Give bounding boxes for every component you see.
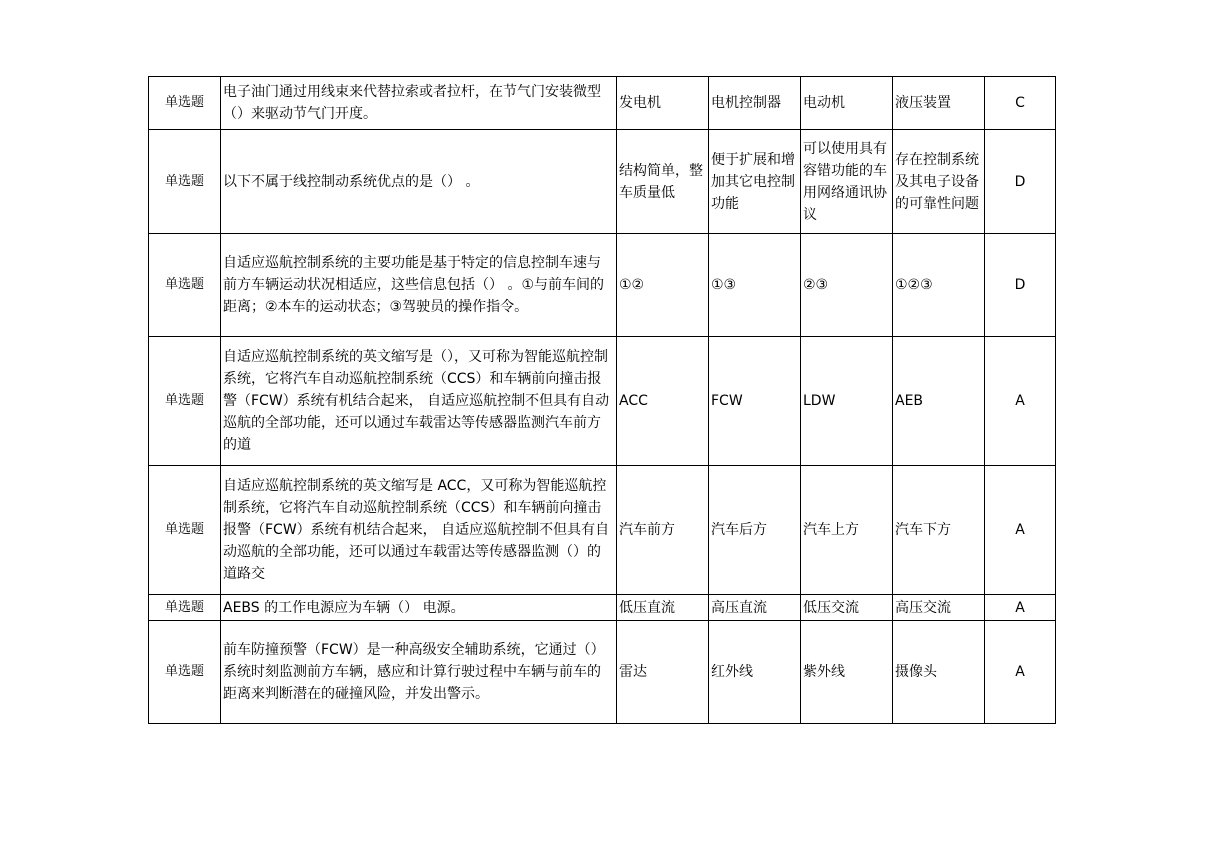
option-a: 汽车前方 [617, 466, 709, 595]
option-c: 汽车上方 [801, 466, 893, 595]
option-a: 发电机 [617, 77, 709, 130]
question-table [148, 76, 1056, 724]
option-d: AEB [893, 337, 985, 466]
question-text: 前车防撞预警（FCW）是一种高级安全辅助系统，它通过（）系统时刻监测前方车辆，感应和计算行驶过程中车辆与前车的距离来判断潜在的碰撞风险，并发出警示。 [221, 621, 617, 724]
option-d: 高压交流 [893, 595, 985, 621]
question-text: 自适应巡航控制系统的主要功能是基于特定的信息控制车速与前方车辆运动状况相适应，这些信息包括（） 。①与前车间的距离；②本车的运动状态；③驾驶员的操作指令。 [221, 234, 617, 337]
option-a: 低压直流 [617, 595, 709, 621]
question-type: 单选题 [149, 337, 221, 466]
option-d: 液压装置 [893, 77, 985, 130]
answer: D [985, 234, 1056, 337]
option-c: 低压交流 [801, 595, 893, 621]
answer: A [985, 337, 1056, 466]
option-a: ACC [617, 337, 709, 466]
question-text: 电子油门通过用线束来代替拉索或者拉杆，在节气门安装微型（）来驱动节气门开度。 [221, 77, 617, 130]
question-text: 自适应巡航控制系统的英文缩写是（），又可称为智能巡航控制系统，它将汽车自动巡航控制系统（CCS）和车辆前向撞击报警（FCW）系统有机结合起来， 自适应巡航控制不但具有自动巡航的全部功能，还可以通过车载雷达等传感器监测汽车前方的道 [221, 337, 617, 466]
table-row [149, 337, 1056, 466]
option-d: 存在控制系统及其电子设备的可靠性问题 [893, 130, 985, 234]
option-d: ①②③ [893, 234, 985, 337]
option-b: 高压直流 [709, 595, 801, 621]
option-c: 电动机 [801, 77, 893, 130]
table-row [149, 595, 1056, 621]
option-c: ②③ [801, 234, 893, 337]
table-row [149, 466, 1056, 595]
option-a: 结构简单，整车质量低 [617, 130, 709, 234]
question-type: 单选题 [149, 595, 221, 621]
option-d: 摄像头 [893, 621, 985, 724]
option-b: FCW [709, 337, 801, 466]
question-text: AEBS 的工作电源应为车辆（） 电源。 [221, 595, 617, 621]
option-a: ①② [617, 234, 709, 337]
table-row [149, 77, 1056, 130]
question-text: 以下不属于线控制动系统优点的是（） 。 [221, 130, 617, 234]
question-text: 自适应巡航控制系统的英文缩写是 ACC，又可称为智能巡航控制系统，它将汽车自动巡航控制系统（CCS）和车辆前向撞击报警（FCW）系统有机结合起来， 自适应巡航控制不但具有自动巡航的全部功能，还可以通过车载雷达等传感器监测（）的道路交 [221, 466, 617, 595]
option-c: 紫外线 [801, 621, 893, 724]
option-c: LDW [801, 337, 893, 466]
question-type: 单选题 [149, 130, 221, 234]
option-a: 雷达 [617, 621, 709, 724]
question-type: 单选题 [149, 621, 221, 724]
question-type: 单选题 [149, 234, 221, 337]
option-b: 电机控制器 [709, 77, 801, 130]
option-b: 红外线 [709, 621, 801, 724]
option-d: 汽车下方 [893, 466, 985, 595]
option-b: ①③ [709, 234, 801, 337]
table-row [149, 234, 1056, 337]
question-type: 单选题 [149, 77, 221, 130]
answer: A [985, 595, 1056, 621]
answer: A [985, 621, 1056, 724]
answer: C [985, 77, 1056, 130]
answer: A [985, 466, 1056, 595]
table-row [149, 130, 1056, 234]
option-b: 汽车后方 [709, 466, 801, 595]
option-b: 便于扩展和增加其它电控制功能 [709, 130, 801, 234]
option-c: 可以使用具有容错功能的车用网络通讯协议 [801, 130, 893, 234]
question-type: 单选题 [149, 466, 221, 595]
table-row [149, 621, 1056, 724]
answer: D [985, 130, 1056, 234]
